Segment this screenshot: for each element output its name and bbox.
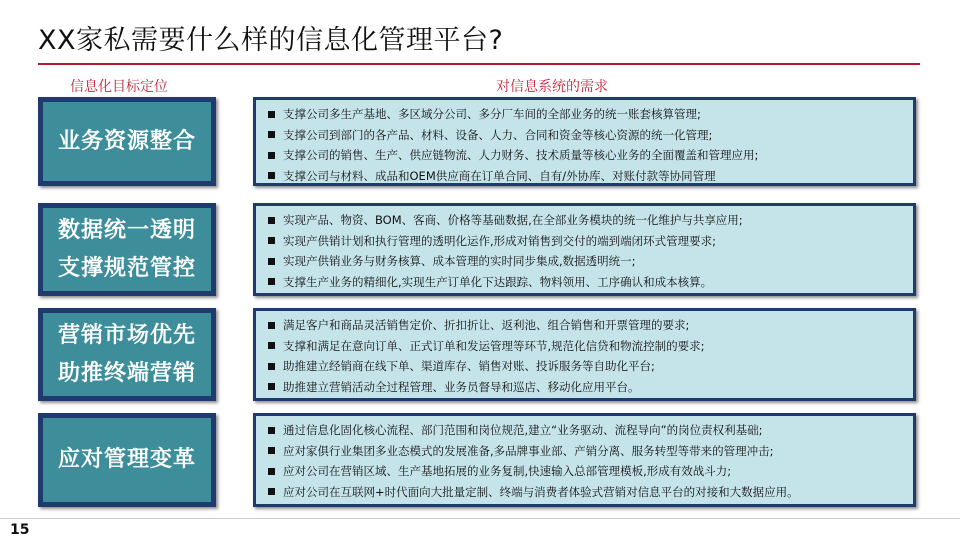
- footer-divider: [0, 518, 960, 519]
- square-bullet-icon: [268, 488, 275, 495]
- square-bullet-icon: [268, 152, 275, 159]
- bullet-item: 支撑公司到部门的各产品、材料、设备、人力、合同和资金等核心资源的统一化管理;: [268, 125, 905, 146]
- page-title: XX家私需要什么样的信息化管理平台?: [38, 25, 504, 56]
- square-bullet-icon: [268, 427, 275, 434]
- bullet-item: 应对公司在互联网+时代面向大批量定制、终端与消费者体验式营销对信息平台的对接和大数据应用。: [268, 482, 905, 503]
- goal-label: 数据统一透明: [57, 217, 196, 243]
- goal-box-4: [38, 413, 216, 507]
- requirement-row-2: [38, 203, 916, 296]
- requirement-row-4: [38, 413, 916, 507]
- requirement-row-1: [38, 97, 916, 186]
- goal-box-2: [38, 203, 216, 296]
- requirement-box-3: [253, 308, 916, 401]
- bullet-item: 实现产品、物资、BOM、客商、价格等基础数据,在全部业务模块的统一化维护与共享应用;: [268, 210, 905, 231]
- goal-label: 业务资源整合: [57, 128, 196, 154]
- bullet-item: 实现产供销计划和执行管理的透明化运作,形成对销售到交付的端到端闭环式管理要求;: [268, 231, 905, 252]
- bullet-item: 应对公司在营销区域、生产基地拓展的业务复制,快速输入总部管理模板,形成有效战斗力;: [268, 461, 905, 482]
- bullet-item: 通过信息化固化核心流程、部门范围和岗位规范,建立“业务驱动、流程导向”的岗位责权利基础;: [268, 420, 905, 441]
- bullet-item: 实现产供销业务与财务核算、成本管理的实时同步集成,数据透明统一;: [268, 251, 905, 272]
- goal-label: 支撑规范管控: [57, 255, 196, 281]
- goal-label: 应对管理变革: [57, 447, 196, 472]
- bullet-item: 支撑公司多生产基地、多区域分公司、多分厂车间的全部业务的统一账套核算管理;: [268, 104, 905, 125]
- square-bullet-icon: [268, 342, 275, 349]
- square-bullet-icon: [268, 172, 275, 179]
- goal-box-1: [38, 97, 216, 186]
- bullet-item: 助推建立营销活动全过程管理、业务员督导和巡店、移动化应用平台。: [268, 377, 905, 398]
- square-bullet-icon: [268, 111, 275, 118]
- square-bullet-icon: [268, 447, 275, 454]
- title-divider: [38, 63, 920, 65]
- goal-box-3: [38, 308, 216, 401]
- header-system-requirements: 对信息系统的需求: [496, 79, 608, 95]
- bullet-item: 支撑和满足在意向订单、正式订单和发运管理等环节,规范化信贷和物流控制的要求;: [268, 336, 905, 357]
- square-bullet-icon: [268, 383, 275, 390]
- bullet-item: 满足客户和商品灵活销售定价、折扣折让、返利池、组合销售和开票管理的要求;: [268, 315, 905, 336]
- page-number: 15: [10, 522, 30, 538]
- goal-label: 助推终端营销: [57, 360, 196, 386]
- bullet-item: 助推建立经销商在线下单、渠道库存、销售对账、投诉服务等自助化平台;: [268, 356, 905, 377]
- requirement-box-1: [253, 97, 916, 186]
- requirement-box-2: [253, 203, 916, 296]
- square-bullet-icon: [268, 237, 275, 244]
- requirement-row-3: [38, 308, 916, 401]
- square-bullet-icon: [268, 131, 275, 138]
- square-bullet-icon: [268, 468, 275, 475]
- square-bullet-icon: [268, 363, 275, 370]
- square-bullet-icon: [268, 217, 275, 224]
- bullet-item: 支撑公司的销售、生产、供应链物流、人力财务、技术质量等核心业务的全面覆盖和管理应用;: [268, 145, 905, 166]
- square-bullet-icon: [268, 258, 275, 265]
- bullet-item: 支撑公司与材料、成品和OEM供应商在订单合同、自有/外协库、对账付款等协同管理: [268, 166, 905, 187]
- square-bullet-icon: [268, 322, 275, 329]
- square-bullet-icon: [268, 278, 275, 285]
- goal-label: 营销市场优先: [57, 322, 196, 348]
- requirement-box-4: [253, 413, 916, 507]
- bullet-item: 支撑生产业务的精细化,实现生产订单化下达跟踪、物料领用、工序确认和成本核算。: [268, 272, 905, 293]
- header-target-positioning: 信息化目标定位: [70, 79, 168, 95]
- bullet-item: 应对家俱行业集团多业态模式的发展准备,多品牌事业部、产销分离、服务转型等带来的管理冲击;: [268, 441, 905, 462]
